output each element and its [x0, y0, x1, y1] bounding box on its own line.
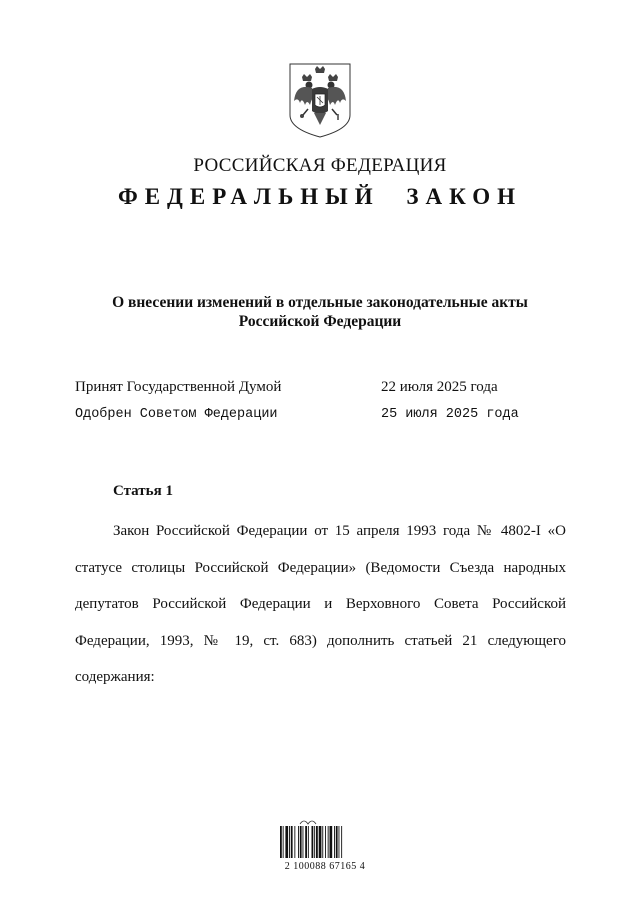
article-body-text: Закон Российской Федерации от 15 апреля 1993 года № 4802-I «О статусе столицы Российской Федерации» (Ведомости Съезда народных депутатов Российской Федерации и Верховного Совета Российской Федерации, 1993, № 19, ст. 683) дополнить статьей 21 следующего содержания:	[75, 523, 566, 685]
duma-label: Принят Государственной Думой	[75, 379, 282, 395]
law-title-line: Российской Федерации	[238, 313, 402, 330]
council-label: Одобрен Советом Федерации	[75, 407, 278, 422]
duma-date: 22 июля 2025 года	[381, 379, 498, 395]
council-date: 25 июля 2025 года	[381, 407, 519, 422]
law-title-line: О внесении изменений в отдельные законодательные акты	[112, 294, 528, 311]
law-type-heading: ФЕДЕРАЛЬНЫЙ ЗАКОН	[117, 184, 523, 209]
barcode-number: 2 100088 67165 4	[284, 861, 366, 872]
adoption-council-row	[75, 407, 575, 427]
adoption-duma-row	[75, 379, 575, 399]
barcode-bars-icon	[280, 818, 368, 860]
country-name: РОССИЙСКАЯ ФЕДЕРАЦИЯ	[193, 155, 447, 176]
article-heading: Статья 1	[113, 483, 173, 499]
law-title	[60, 293, 580, 331]
coat-of-arms-icon	[288, 63, 352, 138]
